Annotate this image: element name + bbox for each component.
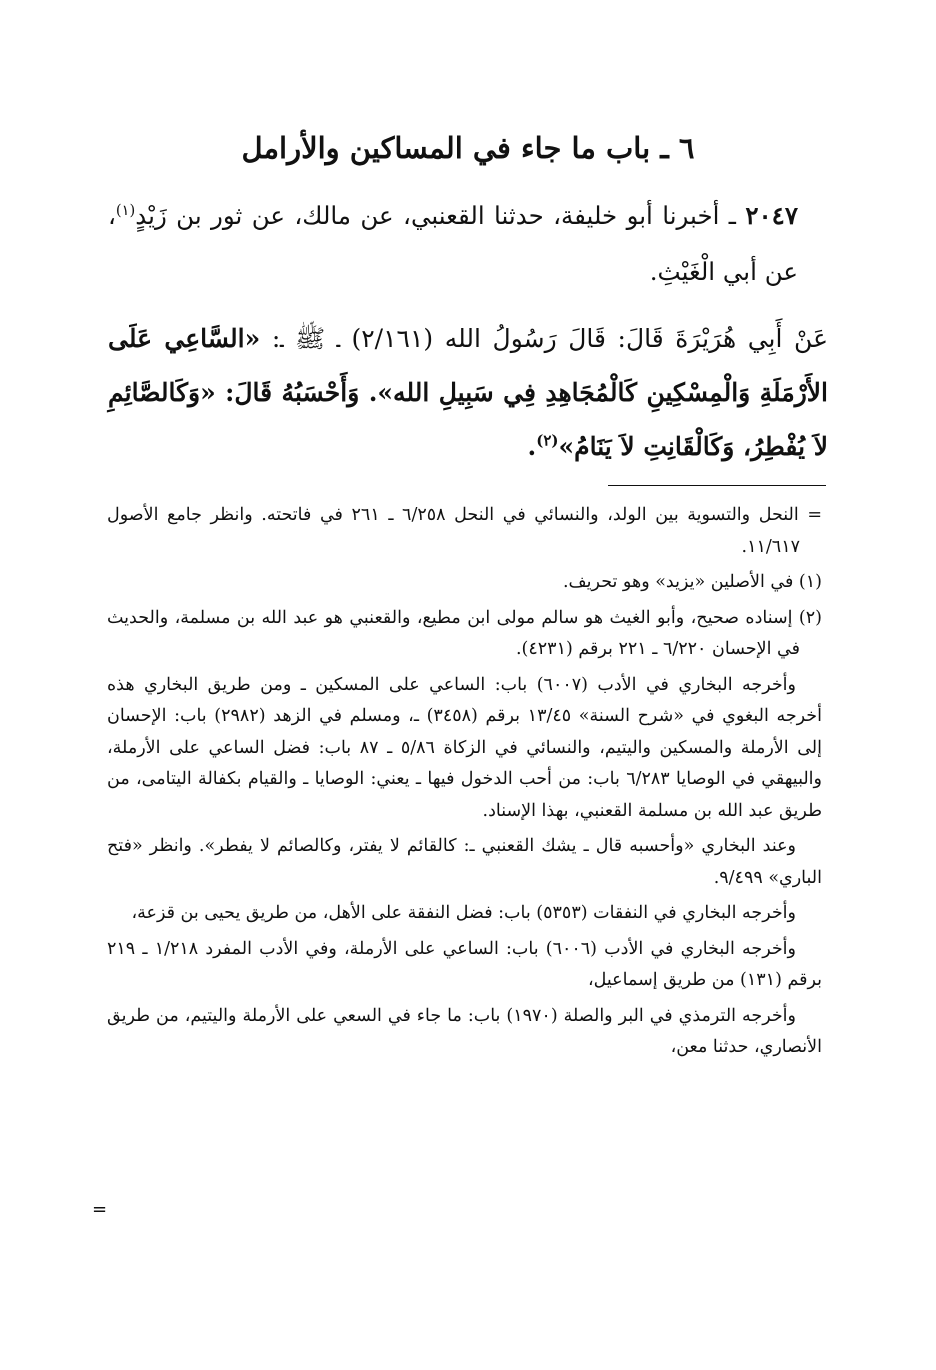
footnote-ref-1: (١) bbox=[115, 201, 136, 219]
hadith-chain bbox=[108, 188, 798, 300]
footnote-2-paragraph: وأخرجه البخاري في الأدب (٦٠٠٦) باب: الساعي على الأرملة، وفي الأدب المفرد ١/٢١٨ ـ ٢١٩ برقم (١٣١) من طريق إسماعيل، bbox=[107, 938, 822, 990]
footnote-2-paragraph: وأخرجه الترمذي في البر والصلة (١٩٧٠) باب: ما جاء في السعي على الأرملة واليتيم، من طريق الأنصاري، حدثنا معن، bbox=[107, 1005, 822, 1057]
continuation-mark: = bbox=[92, 1199, 108, 1220]
footnote-2-paragraph: وأخرجه البخاري في النفقات (٥٣٥٣) باب: فضل النفقة على الأهل، من طريق يحيى بن قزعة، bbox=[131, 903, 796, 923]
footnotes bbox=[107, 500, 822, 1068]
footnote-2-paragraph: وعند البخاري «وأحسبه قال ـ يشك القعنبي ـ: كالقائم لا يفتر، وكالصائم لا يفطر». وانظر «فتح الباري» ٩/٤٩٩. bbox=[107, 836, 822, 888]
chain-text: ـ أخبرنا أبو خليفة، حدثنا القعنبي، عن مالك، عن ثور بن زَيْدٍ bbox=[135, 201, 746, 230]
matn-end: . bbox=[527, 432, 537, 461]
chain-text-end: ، عن أبي الْغَيْثِ. bbox=[108, 201, 798, 286]
matn-text: «السَّاعِي عَلَى الأَرْمَلَةِ وَالْمِسْكِينِ كَالْمُجَاهِدِ فِي سَبِيلِ الله». وَأَحْسَبُهُ قَالَ: «وَكَالصَّائِمِ لاَ يُفْطِرُ، وَكَالْقَانِتِ لاَ يَنَامُ» bbox=[108, 324, 828, 461]
chapter-title: ٦ ـ باب ما جاء في المساكين والأرامل bbox=[241, 131, 695, 165]
footnote-1: (١) في الأصلين «يزيد» وهو تحريف. bbox=[562, 572, 822, 592]
footnote-separator bbox=[608, 485, 826, 486]
hadith-number: ٢٠٤٧ bbox=[745, 201, 798, 230]
footnote-2: (٢) إسناده صحيح، وأبو الغيث هو سالم مولى ابن مطيع، والقعنبي هو عبد الله بن مسلمة، والحديث في الإحسان ٦/٢٢٠ ـ ٢٢١ برقم (٤٢٣١). bbox=[107, 607, 822, 659]
footnote-2-paragraph: وأخرجه البخاري في الأدب (٦٠٠٧) باب: الساعي على المسكين ـ ومن طريق البخاري هذه أخرجه البغوي في «شرح السنة» ١٣/٤٥ برقم (٣٤٥٨) ـ، ومسلم في الزهد (٢٩٨٢) باب: الإحسان إلى الأرملة والمسكين واليتيم، والنسائي في الزكاة ٥/٨٦ ـ ٨٧ باب: فضل الساعي على الأرملة، والبيهقي في الوصايا ٦/٢٨٣ باب: من أحب الدخول فيها ـ يعني: الوصايا ـ والقيام بكفالة اليتامى، من طريق عبد الله بن مسلمة القعنبي، بهذا الإسناد. bbox=[107, 674, 822, 821]
footnote-continuation: = النحل والتسوية بين الولد، والنسائي في النحل ٦/٢٥٨ ـ ٢٦١ في فاتحته. وانظر جامع الأصول ١١/٦١٧. bbox=[107, 505, 822, 557]
footnote-ref-2: (٢) bbox=[536, 431, 559, 450]
matn-intro: عَنْ أَبِي هُرَيْرَةَ قَالَ: قَالَ رَسُولُ الله (٢/١٦١) ـ ﷺ ـ: bbox=[260, 324, 828, 353]
hadith-matn bbox=[108, 312, 828, 474]
